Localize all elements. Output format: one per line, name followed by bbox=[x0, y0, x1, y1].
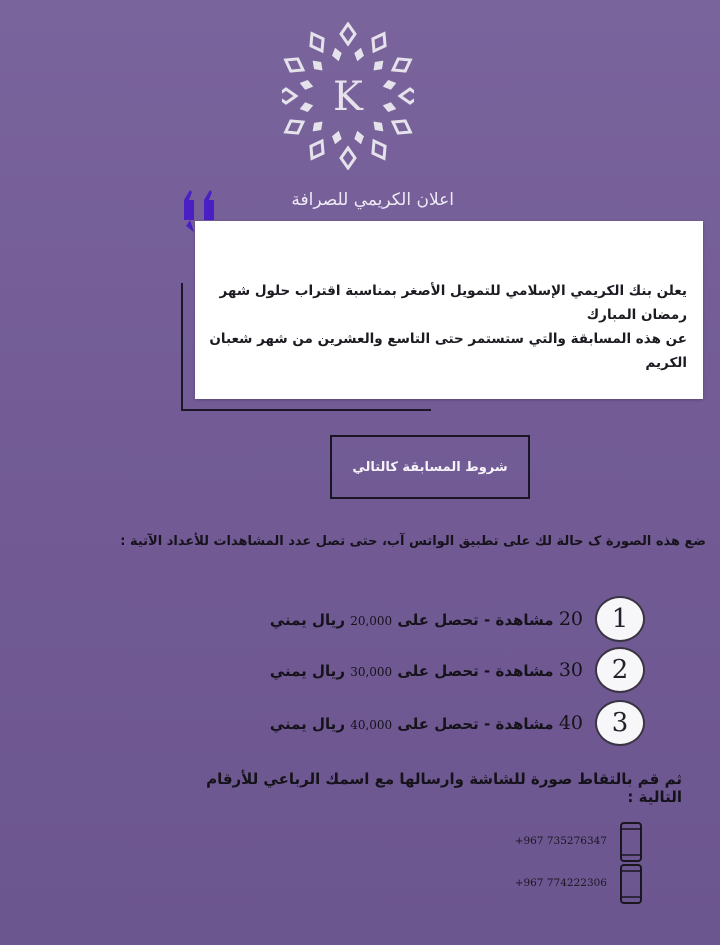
prize-text bbox=[270, 712, 583, 734]
frame-line-horizontal bbox=[181, 409, 431, 411]
intro-line: يعلن بنك الكريمي الإسلامي للتمويل الأصغر بمناسبة اقتراب حلول شهر رمضان المبارك bbox=[219, 283, 687, 323]
prize-views: 30 bbox=[558, 659, 583, 681]
contact-number[interactable]: +967 735276347 bbox=[514, 835, 607, 847]
frame-line-vertical bbox=[181, 283, 183, 411]
kuraimi-logo bbox=[282, 22, 414, 170]
prize-amount: 30,000 bbox=[350, 665, 393, 679]
prize-number-badge: 1 bbox=[595, 596, 645, 642]
contact-item[interactable] bbox=[503, 822, 643, 862]
intro-line: عن هذه المسابقة والتي ستستمر حتى التاسع والعشرين من شهر شعبان الكريم bbox=[209, 331, 687, 371]
intro-box bbox=[195, 221, 703, 399]
prize-amount: 20,000 bbox=[350, 614, 393, 628]
prize-number-badge: 3 bbox=[595, 700, 645, 746]
prize-description: مشاهدة - تحصل على bbox=[397, 715, 554, 733]
prize-description: مشاهدة - تحصل على bbox=[397, 611, 554, 629]
terms-label: شروط المسابقة كالتالي bbox=[352, 459, 508, 475]
prize-row bbox=[270, 647, 645, 697]
header-title: اعلان الكريمي للصرافة bbox=[291, 190, 454, 210]
prize-currency: ريال يمني bbox=[269, 715, 345, 733]
prize-currency: ريال يمني bbox=[269, 611, 345, 629]
logo-letter: K bbox=[333, 74, 363, 120]
prize-currency: ريال يمني bbox=[269, 662, 345, 680]
contact-number[interactable]: +967 774222306 bbox=[514, 877, 607, 889]
send-instruction: ثم قم بالتقاط صورة للشاشة وارسالها مع اسمك الرباعي للأرقام التالية : bbox=[206, 770, 682, 806]
mobile-phone-icon bbox=[619, 822, 643, 862]
prize-number-badge: 2 bbox=[595, 647, 645, 693]
intro-text bbox=[197, 279, 687, 375]
prize-views: 20 bbox=[558, 608, 583, 630]
prize-row bbox=[270, 700, 645, 750]
prize-amount: 40,000 bbox=[350, 718, 393, 732]
prize-row bbox=[270, 596, 645, 646]
prize-views: 40 bbox=[558, 712, 583, 734]
instruction-text: ضع هذه الصورة ک حالة لك على تطبيق الواتس آب، حتى تصل عدد المشاهدات للأعداد الآتية : bbox=[120, 534, 706, 549]
prize-description: مشاهدة - تحصل على bbox=[397, 662, 554, 680]
prize-text bbox=[270, 608, 583, 630]
prize-text bbox=[270, 659, 583, 681]
contact-item[interactable] bbox=[503, 864, 643, 904]
mobile-phone-icon bbox=[619, 864, 643, 904]
terms-box bbox=[330, 435, 530, 499]
